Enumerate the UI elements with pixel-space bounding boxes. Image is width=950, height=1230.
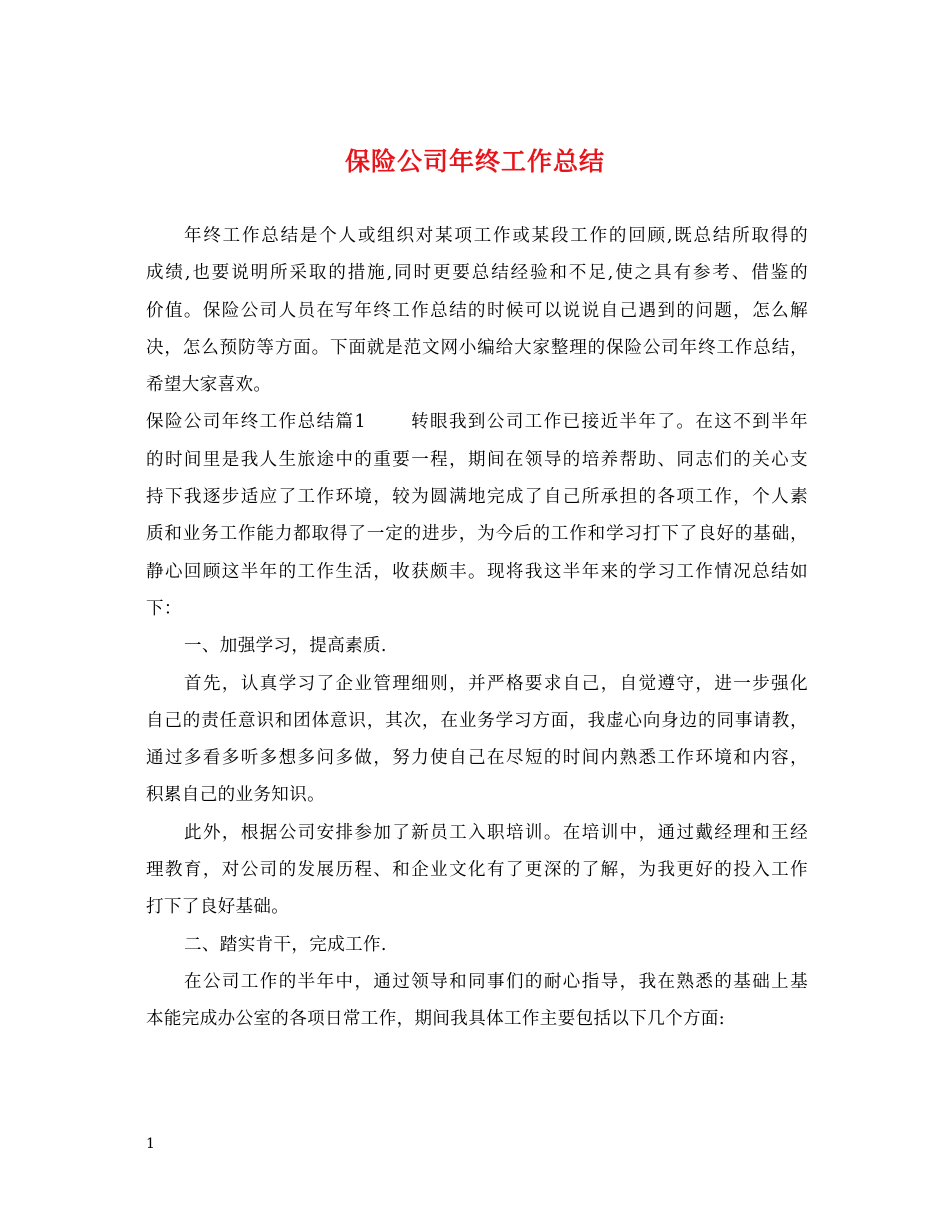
paragraph-line: 价值。保险公司人员在写年终工作总结的时候可以说说自己遇到的问题，怎么解 <box>146 300 808 321</box>
document-body <box>146 218 808 1039</box>
paragraph-line: 通过多看多听多想多问多做，努力使自己在尽短的时间内熟悉工作环境和内容， <box>146 748 808 769</box>
section-heading-line <box>146 404 808 441</box>
subheading: 二、踏实肯干，完成工作. <box>184 934 387 955</box>
subheading: 一、加强学习，提高素质. <box>184 636 387 657</box>
paragraph-line: 积累自己的业务知识。 <box>146 785 325 806</box>
section-heading: 保险公司年终工作总结篇1 <box>146 412 367 433</box>
paragraph-line: 本能完成办公室的各项日常工作，期间我具体工作主要包括以下几个方面: <box>146 1009 726 1030</box>
paragraph-text: 转眼我到公司工作已接近半年了。在这不到半年 <box>410 412 809 433</box>
paragraph-line: 理教育，对公司的发展历程、和企业文化有了更深的了解，为我更好的投入工作 <box>146 860 808 881</box>
paragraph-line: 在公司工作的半年中，通过领导和同事们的耐心指导，我在熟悉的基础上基 <box>184 971 808 992</box>
paragraph-line: 自己的责任意识和团体意识，其次，在业务学习方面，我虚心向身边的同事请教， <box>146 710 808 731</box>
paragraph-line: 成绩,也要说明所采取的措施,同时更要总结经验和不足,使之具有参考、借鉴的 <box>146 263 808 284</box>
page-number: 1 <box>146 1136 155 1152</box>
paragraph-line: 决，怎么预防等方面。下面就是范文网小编给大家整理的保险公司年终工作总结， <box>146 337 808 358</box>
paragraph-line: 质和业务工作能力都取得了一定的进步，为今后的工作和学习打下了良好的基础， <box>146 524 808 545</box>
paragraph-line: 静心回顾这半年的工作生活，收获颇丰。现将我这半年来的学习工作情况总结如 <box>146 561 808 582</box>
paragraph-line: 的时间里是我人生旅途中的重要一程，期间在领导的培养帮助、同志们的关心支 <box>146 449 808 470</box>
paragraph-line: 首先，认真学习了企业管理细则，并严格要求自己，自觉遵守，进一步强化 <box>184 673 808 694</box>
paragraph-line: 持下我逐步适应了工作环境，较为圆满地完成了自己所承担的各项工作，个人素 <box>146 487 808 508</box>
paragraph-line: 下： <box>146 598 182 619</box>
paragraph-line: 年终工作总结是个人或组织对某项工作或某段工作的回顾,既总结所取得的 <box>184 226 808 246</box>
document-title: 保险公司年终工作总结 <box>344 147 605 176</box>
paragraph-line: 打下了良好基础。 <box>146 897 290 918</box>
paragraph-line: 希望大家喜欢。 <box>146 375 272 396</box>
paragraph-line: 此外，根据公司安排参加了新员工入职培训。在培训中，通过戴经理和王经 <box>184 822 808 843</box>
